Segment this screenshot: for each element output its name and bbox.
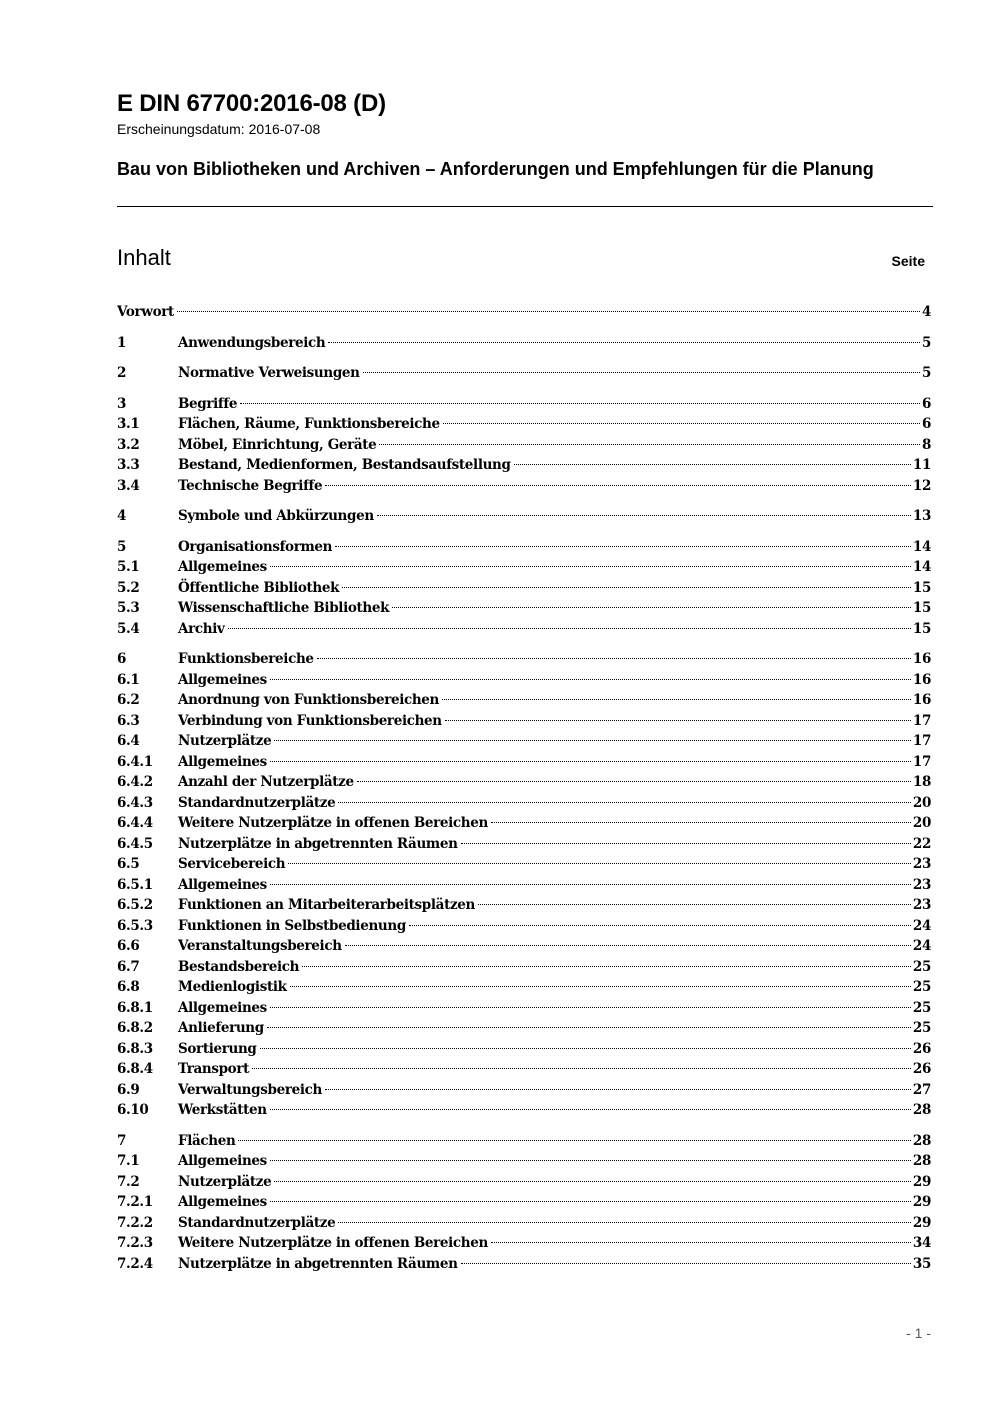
toc-dot-leader: [240, 403, 920, 404]
toc-entry-page: 28: [912, 1132, 931, 1149]
toc-entry[interactable]: [117, 578, 931, 599]
toc-dot-leader: [290, 986, 911, 987]
toc-dot-leader: [478, 904, 911, 905]
toc-entry-number: 5.2: [117, 579, 140, 596]
toc-entry[interactable]: [117, 1233, 931, 1254]
toc-entry-number: 2: [117, 365, 127, 381]
toc-entry-number: 7.2.1: [117, 1194, 153, 1210]
toc-entry-number: 6.8: [117, 979, 140, 995]
toc-entry-page: 5: [921, 365, 931, 381]
toc-entry-label: Wissenschaftliche Bibliothek: [178, 600, 390, 616]
toc-entry[interactable]: [117, 302, 931, 323]
toc-entry-number: 6.5: [117, 856, 140, 872]
toc-entry-page: 25: [912, 958, 931, 975]
toc-entry-number: 7.2.3: [117, 1235, 153, 1251]
toc-entry-label: Verbindung von Funktionsbereichen: [178, 712, 442, 729]
toc-entry-number: 6.6: [117, 938, 140, 954]
toc-entry-label: Nutzerplätze in abgetrennten Räumen: [178, 835, 458, 852]
toc-entry-page: 20: [912, 794, 931, 811]
toc-dot-leader: [238, 1140, 910, 1141]
toc-dot-leader: [325, 485, 911, 486]
toc-entry-number: 6.8.2: [117, 1020, 153, 1036]
toc-entry[interactable]: [117, 793, 931, 814]
toc-entry-page: 17: [912, 712, 931, 729]
toc-entry[interactable]: [117, 875, 931, 896]
toc-dot-leader: [443, 423, 920, 424]
toc-entry-label: Symbole und Abkürzungen: [178, 508, 374, 524]
toc-entry-label: Servicebereich: [178, 856, 286, 872]
toc-entry[interactable]: [117, 435, 931, 456]
toc-entry-page: 16: [912, 651, 931, 667]
toc-entry[interactable]: [117, 752, 931, 773]
contents-heading: Inhalt: [117, 245, 171, 270]
toc-entry-page: 25: [912, 1020, 931, 1036]
toc-entry-label: Standardnutzerplätze: [178, 1214, 336, 1231]
toc-entry-number: 5.1: [117, 559, 140, 575]
toc-dot-leader: [270, 566, 911, 567]
toc-entry-number: 6.4.1: [117, 753, 153, 770]
toc-entry-number: 6.5.1: [117, 876, 153, 893]
toc-entry-label: Flächen: [178, 1132, 236, 1149]
toc-entry-label: Allgemeines: [178, 876, 267, 893]
document-title: Bau von Bibliotheken und Archiven – Anforderungen und Empfehlungen für die Planung: [117, 159, 874, 179]
toc-entry[interactable]: [117, 670, 931, 691]
toc-dot-leader: [461, 843, 911, 844]
toc-dot-leader: [325, 1089, 911, 1090]
toc-entry-label: Standardnutzerplätze: [178, 794, 336, 811]
toc-entry-number: 7.1: [117, 1153, 140, 1169]
toc-dot-leader: [357, 781, 911, 782]
toc-entry[interactable]: [117, 1018, 931, 1039]
toc-entry-label: Flächen, Räume, Funktionsbereiche: [178, 416, 440, 432]
toc-entry-page: 25: [912, 979, 931, 995]
toc-entry[interactable]: [117, 936, 931, 957]
toc-entry-page: 18: [912, 774, 931, 790]
toc-dot-leader: [270, 1160, 911, 1161]
toc-entry-number: 6.4.5: [117, 835, 153, 852]
toc-entry-page: 14: [912, 538, 931, 555]
toc-entry[interactable]: [117, 1059, 931, 1080]
toc-entry-label: Weitere Nutzerplätze in offenen Bereichen: [178, 815, 488, 831]
toc-entry[interactable]: [117, 731, 931, 752]
toc-entry[interactable]: [117, 333, 931, 354]
toc-dot-leader: [270, 1109, 911, 1110]
toc-dot-leader: [379, 444, 920, 445]
toc-entry-label: Weitere Nutzerplätze in offenen Bereichen: [178, 1235, 488, 1251]
toc-entry[interactable]: [117, 1080, 931, 1101]
toc-entry[interactable]: [117, 957, 931, 978]
toc-entry-label: Öffentliche Bibliothek: [178, 579, 340, 596]
toc-entry-label: Funktionen an Mitarbeiterarbeitsplätzen: [178, 897, 475, 913]
toc-entry-label: Anlieferung: [178, 1020, 264, 1036]
toc-entry[interactable]: [117, 895, 931, 916]
toc-entry[interactable]: [117, 1213, 931, 1234]
toc-entry-number: 7.2.4: [117, 1255, 153, 1272]
toc-entry-label: Archiv: [178, 620, 225, 637]
toc-entry-number: 7: [117, 1132, 127, 1149]
toc-entry-page: 13: [912, 508, 931, 524]
toc-entry-page: 28: [912, 1153, 931, 1169]
toc-entry-number: 6.4.4: [117, 815, 153, 831]
toc-entry-label: Nutzerplätze: [178, 733, 272, 749]
toc-dot-leader: [345, 945, 911, 946]
toc-dot-leader: [409, 925, 911, 926]
toc-dot-leader: [338, 1222, 911, 1223]
toc-entry-page: 27: [912, 1081, 931, 1098]
toc-entry-label: Anwendungsbereich: [178, 334, 326, 351]
toc-entry-number: 6.4.3: [117, 794, 153, 811]
toc-entry-label: Möbel, Einrichtung, Geräte: [178, 436, 377, 453]
toc-entry-number: 5.3: [117, 600, 140, 616]
toc-entry-number: 3.1: [117, 416, 140, 432]
toc-entry[interactable]: [117, 363, 931, 384]
toc-entry-number: 6.4: [117, 733, 140, 749]
toc-dot-leader: [328, 342, 920, 343]
toc-entry-number: 1: [117, 334, 127, 351]
toc-entry-number: 5: [117, 538, 127, 555]
toc-dot-leader: [274, 1181, 911, 1182]
toc-entry[interactable]: [117, 998, 931, 1019]
publication-date-label: Erscheinungsdatum:: [117, 121, 245, 137]
toc-entry-page: 15: [912, 620, 931, 637]
toc-entry[interactable]: [117, 476, 931, 497]
toc-entry[interactable]: [117, 537, 931, 558]
toc-dot-leader: [342, 587, 911, 588]
toc-entry-number: 5.4: [117, 620, 140, 637]
toc-entry-page: 26: [912, 1061, 931, 1077]
toc-entry[interactable]: [117, 977, 931, 998]
toc-dot-leader: [270, 1007, 911, 1008]
toc-entry-label: Anzahl der Nutzerplätze: [178, 774, 354, 790]
toc-entry-page: 11: [912, 457, 931, 473]
toc-entry-page: 24: [912, 917, 931, 934]
toc-dot-leader: [335, 546, 911, 547]
toc-entry-page: 29: [912, 1173, 931, 1190]
toc-entry[interactable]: [117, 772, 931, 793]
toc-entry[interactable]: [117, 557, 931, 578]
toc-entry-label: Allgemeines: [178, 671, 267, 688]
toc-entry-label: Anordnung von Funktionsbereichen: [178, 692, 440, 708]
toc-dot-leader: [377, 515, 911, 516]
toc-entry-page: 17: [912, 753, 931, 770]
toc-entry[interactable]: [117, 455, 931, 476]
toc-dot-leader: [461, 1263, 911, 1264]
toc-entry-page: 12: [912, 477, 931, 494]
toc-entry-page: 23: [912, 897, 931, 913]
toc-entry[interactable]: [117, 394, 931, 415]
toc-entry-number: 6.8.1: [117, 999, 153, 1016]
toc-dot-leader: [363, 372, 920, 373]
toc-entry-label: Sortierung: [178, 1040, 257, 1057]
toc-entry-page: 23: [912, 856, 931, 872]
toc-entry[interactable]: [117, 834, 931, 855]
toc-entry-number: 6.9: [117, 1081, 140, 1098]
toc-entry-label: Allgemeines: [178, 1194, 267, 1210]
toc-entry-page: 6: [921, 395, 931, 412]
toc-entry-page: 23: [912, 876, 931, 893]
toc-entry-number: 7.2.2: [117, 1214, 153, 1231]
toc-entry-number: 3.2: [117, 436, 140, 453]
toc-entry[interactable]: [117, 690, 931, 711]
toc-dot-leader: [338, 802, 911, 803]
title-divider: [117, 206, 933, 207]
toc-dot-leader: [288, 863, 911, 864]
toc-entry-number: 6: [117, 651, 127, 667]
toc-entry-label: Veranstaltungsbereich: [178, 938, 342, 954]
toc-entry[interactable]: [117, 598, 931, 619]
toc-entry-label: Vorwort: [117, 304, 174, 320]
toc-entry-label: Begriffe: [178, 395, 238, 412]
toc-entry-page: 25: [912, 999, 931, 1016]
toc-entry-label: Allgemeines: [178, 1153, 267, 1169]
toc-entry[interactable]: [117, 711, 931, 732]
toc-entry-label: Nutzerplätze: [178, 1173, 272, 1190]
toc-entry-page: 28: [912, 1102, 931, 1118]
toc-entry-label: Organisationsformen: [178, 538, 333, 555]
toc-entry-number: 6.8.3: [117, 1040, 153, 1057]
toc-entry[interactable]: [117, 1254, 931, 1275]
toc-entry-label: Werkstätten: [178, 1102, 267, 1118]
toc-entry[interactable]: [117, 649, 931, 670]
toc-entry-label: Medienlogistik: [178, 979, 287, 995]
toc-dot-leader: [491, 1242, 911, 1243]
toc-entry[interactable]: [117, 813, 931, 834]
toc-dot-leader: [252, 1068, 911, 1069]
toc-entry-number: 6.8.4: [117, 1061, 153, 1077]
toc-entry-label: Bestandsbereich: [178, 958, 300, 975]
toc-dot-leader: [260, 1048, 911, 1049]
toc-entry-label: Nutzerplätze in abgetrennten Räumen: [178, 1255, 458, 1272]
toc-entry[interactable]: [117, 916, 931, 937]
toc-entry-number: 3.3: [117, 457, 140, 473]
standard-designation: E DIN 67700:2016-08 (D): [117, 90, 386, 117]
toc-entry-page: 24: [912, 938, 931, 954]
toc-entry-label: Technische Begriffe: [178, 477, 323, 494]
publication-date-value: 2016-07-08: [248, 121, 321, 137]
table-of-contents: [117, 302, 931, 1274]
toc-entry-page: 16: [912, 671, 931, 688]
toc-dot-leader: [267, 1027, 911, 1028]
toc-entry-page: 14: [912, 559, 931, 575]
toc-entry-number: 6.5.3: [117, 917, 153, 934]
toc-dot-leader: [302, 966, 911, 967]
toc-entry-label: Allgemeines: [178, 999, 267, 1016]
toc-entry-label: Transport: [178, 1061, 249, 1077]
toc-entry-page: 20: [912, 815, 931, 831]
toc-entry-page: 4: [921, 304, 931, 320]
toc-dot-leader: [274, 740, 911, 741]
toc-entry-number: 6.10: [117, 1102, 149, 1118]
toc-entry-number: 4: [117, 508, 127, 524]
toc-entry[interactable]: [117, 1172, 931, 1193]
toc-entry-number: 6.2: [117, 692, 140, 708]
toc-entry-page: 17: [912, 733, 931, 749]
toc-entry-label: Allgemeines: [178, 753, 267, 770]
toc-dot-leader: [228, 628, 911, 629]
toc-entry[interactable]: [117, 1100, 931, 1121]
toc-entry-number: 6.3: [117, 712, 140, 729]
toc-entry[interactable]: [117, 414, 931, 435]
toc-entry[interactable]: [117, 1192, 931, 1213]
toc-dot-leader: [491, 822, 911, 823]
toc-dot-leader: [270, 761, 911, 762]
toc-entry[interactable]: [117, 1151, 931, 1172]
toc-entry-page: 16: [912, 692, 931, 708]
toc-entry-label: Bestand, Medienformen, Bestandsaufstellung: [178, 457, 511, 473]
toc-entry-number: 6.4.2: [117, 774, 153, 790]
toc-entry-number: 7.2: [117, 1173, 140, 1190]
toc-entry-page: 5: [921, 334, 931, 351]
toc-entry-number: 6.1: [117, 671, 140, 688]
toc-entry-page: 15: [912, 600, 931, 616]
toc-dot-leader: [177, 311, 920, 312]
toc-entry-label: Funktionen in Selbstbedienung: [178, 917, 406, 934]
toc-entry-label: Allgemeines: [178, 559, 267, 575]
page-column-label: Seite: [891, 253, 925, 269]
publication-date: [117, 121, 320, 137]
toc-dot-leader: [317, 658, 911, 659]
toc-entry-page: 29: [912, 1214, 931, 1231]
toc-entry-number: 3.4: [117, 477, 140, 494]
toc-entry-page: 22: [912, 835, 931, 852]
page-number: - 1 -: [906, 1325, 931, 1341]
toc-entry-number: 3: [117, 395, 127, 412]
toc-entry-page: 35: [912, 1255, 931, 1272]
toc-dot-leader: [442, 699, 911, 700]
toc-dot-leader: [445, 720, 911, 721]
toc-entry-number: 6.5.2: [117, 897, 153, 913]
toc-entry[interactable]: [117, 1039, 931, 1060]
toc-entry[interactable]: [117, 506, 931, 527]
toc-dot-leader: [270, 884, 911, 885]
toc-entry-page: 34: [912, 1235, 931, 1251]
toc-entry-label: Funktionsbereiche: [178, 651, 314, 667]
toc-dot-leader: [270, 679, 911, 680]
toc-entry-label: Normative Verweisungen: [178, 365, 360, 381]
toc-entry-page: 6: [921, 416, 931, 432]
toc-entry-page: 8: [921, 436, 931, 453]
toc-entry-page: 29: [912, 1194, 931, 1210]
toc-entry-number: 6.7: [117, 958, 140, 975]
toc-dot-leader: [392, 607, 911, 608]
toc-entry[interactable]: [117, 619, 931, 640]
toc-dot-leader: [270, 1201, 911, 1202]
toc-entry-page: 15: [912, 579, 931, 596]
toc-entry[interactable]: [117, 1131, 931, 1152]
toc-entry-label: Verwaltungsbereich: [178, 1081, 322, 1098]
toc-entry[interactable]: [117, 854, 931, 875]
toc-dot-leader: [514, 464, 911, 465]
toc-entry-page: 26: [912, 1040, 931, 1057]
